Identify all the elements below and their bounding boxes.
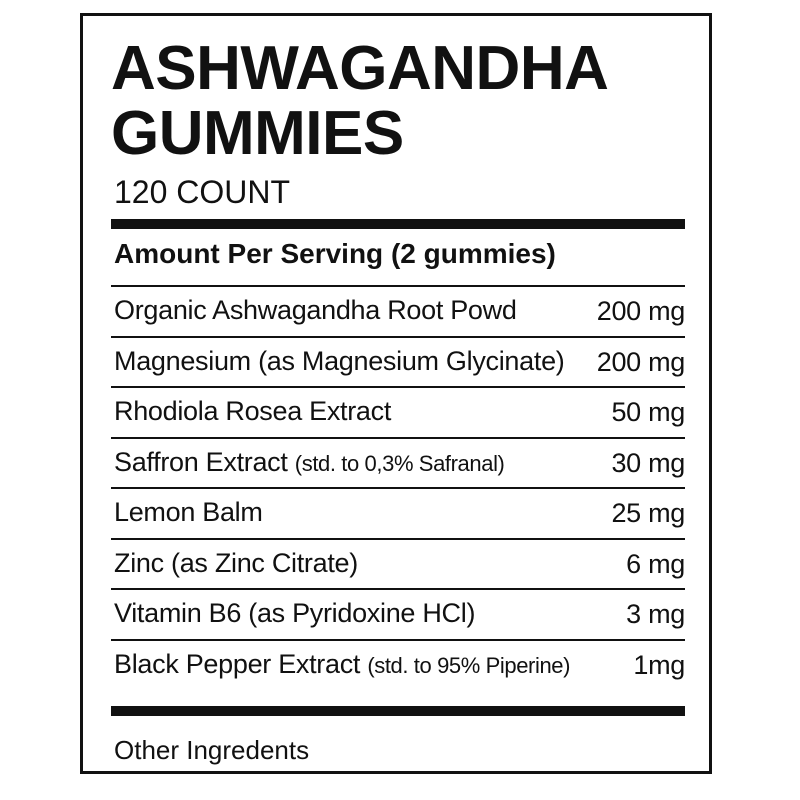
ingredient-row xyxy=(111,336,685,387)
ingredient-name xyxy=(111,345,591,379)
divider-thick-top xyxy=(111,219,685,229)
ingredient-name-text: Saffron Extract xyxy=(114,446,295,477)
ingredient-name xyxy=(111,446,605,480)
ingredient-amount: 1mg xyxy=(633,649,685,680)
ingredient-name xyxy=(111,547,620,581)
ingredient-note: (std. to 0,3% Safranal) xyxy=(294,450,505,476)
ingredient-name xyxy=(111,395,605,429)
ingredient-row xyxy=(111,639,685,690)
ingredient-name-text: Black Pepper Extract xyxy=(114,648,368,679)
ingredient-note: (std. to 95% Piperine) xyxy=(367,652,571,678)
ingredient-name xyxy=(111,496,605,530)
ingredient-amount: 50 mg xyxy=(611,397,685,428)
ingredient-amount: 25 mg xyxy=(611,498,685,529)
ingredient-name-text: Vitamin B6 (as Pyridoxine HCl) xyxy=(114,598,476,629)
supplement-label xyxy=(80,13,712,774)
ingredient-amount: 30 mg xyxy=(611,447,685,478)
ingredient-row xyxy=(111,588,685,639)
ingredient-name xyxy=(111,597,620,631)
ingredient-row xyxy=(111,437,685,488)
ingredient-list xyxy=(111,285,685,689)
ingredient-name-text: Lemon Balm xyxy=(114,497,263,528)
title-line-1: ASHWAGANDHA xyxy=(111,34,609,103)
ingredient-name-text: Organic Ashwagandha Root Powd xyxy=(114,295,517,326)
ingredient-name xyxy=(111,294,591,328)
ingredient-amount: 200 mg xyxy=(596,346,685,377)
title-line-2: GUMMIES xyxy=(111,99,404,168)
ingredient-row xyxy=(111,386,685,437)
other-ingredients-heading: Other Ingredents xyxy=(114,735,310,765)
divider-thick-bottom xyxy=(111,706,685,716)
product-count: 120 COUNT xyxy=(114,174,291,210)
ingredient-row xyxy=(111,285,685,336)
ingredient-name-text: Rhodiola Rosea Extract xyxy=(114,396,392,427)
ingredient-amount: 6 mg xyxy=(626,548,685,579)
ingredient-amount: 3 mg xyxy=(626,599,685,630)
ingredient-name xyxy=(111,648,627,682)
ingredient-name-text: Zinc (as Zinc Citrate) xyxy=(114,547,358,578)
serving-header: Amount Per Serving (2 gummies) xyxy=(114,238,556,269)
ingredient-row xyxy=(111,538,685,589)
ingredient-amount: 200 mg xyxy=(596,296,685,327)
product-title xyxy=(111,36,608,166)
ingredient-name-text: Magnesium (as Magnesium Glycinate) xyxy=(114,345,565,376)
ingredient-row xyxy=(111,487,685,538)
label-content xyxy=(111,16,685,771)
